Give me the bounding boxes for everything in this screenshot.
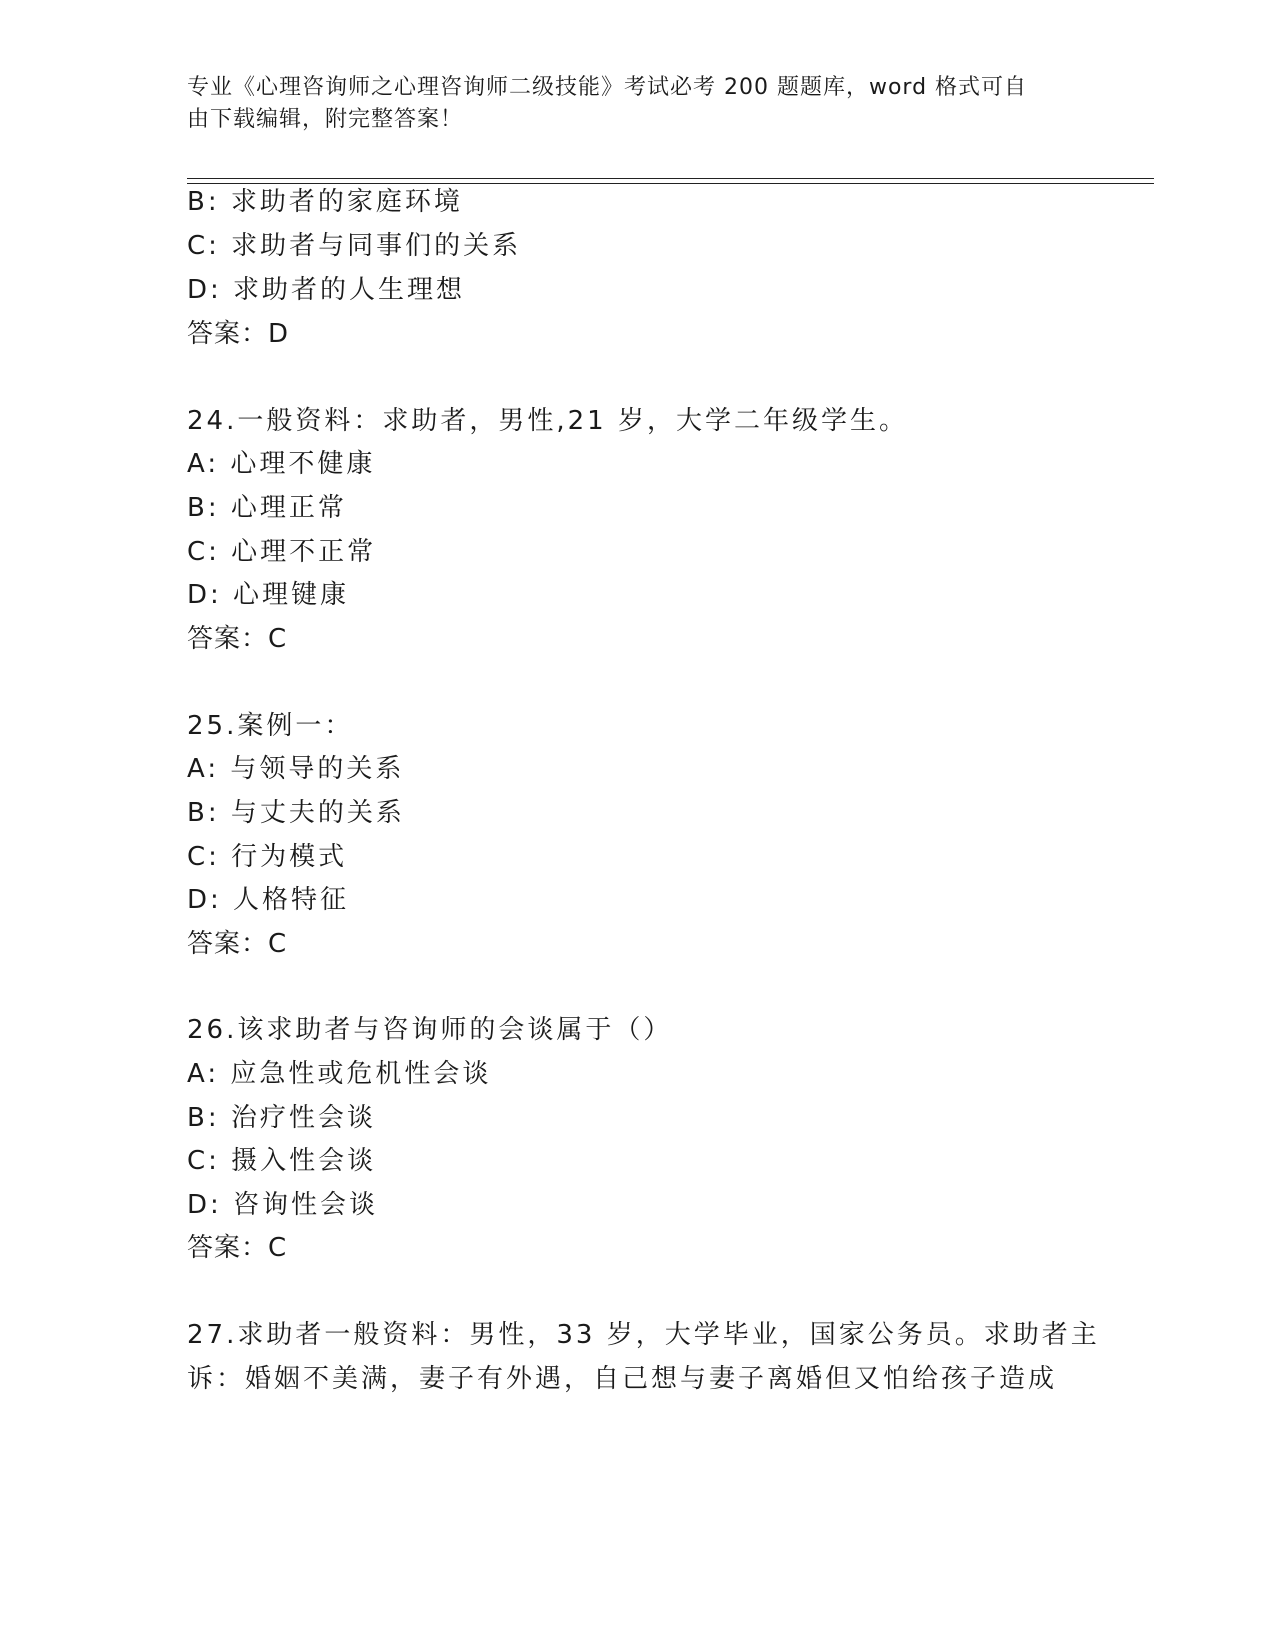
q26-answer: 答案：C: [187, 1233, 288, 1263]
q27-stem-line-2: 诉：婚姻不美满，妻子有外遇，自己想与妻子离婚但又怕给孩子造成: [187, 1364, 1058, 1394]
prev-answer: 答案：D: [187, 319, 290, 349]
prev-option-b: B: 求助者的家庭环境: [187, 187, 463, 217]
q24-answer: 答案：C: [187, 624, 288, 654]
q24-option-a: A: 心理不健康: [187, 449, 376, 479]
q27-stem-line-1: 27.求助者一般资料：男性，33 岁，大学毕业，国家公务员。求助者主: [187, 1320, 1100, 1350]
prev-option-d: D: 求助者的人生理想: [187, 275, 466, 305]
q24-stem: 24.一般资料：求助者，男性,21 岁，大学二年级学生。: [187, 406, 908, 436]
header-line-1: 专业《心理咨询师之心理咨询师二级技能》考试必考 200 题题库，word 格式可自: [187, 75, 1028, 100]
q25-option-c: C: 行为模式: [187, 842, 348, 872]
header-line-2: 由下载编辑，附完整答案！: [187, 107, 464, 132]
q26-option-b: B: 治疗性会谈: [187, 1103, 376, 1133]
q24-option-c: C: 心理不正常: [187, 537, 377, 567]
header-divider-top: [187, 178, 1154, 179]
prev-option-c: C: 求助者与同事们的关系: [187, 231, 522, 261]
q25-option-a: A: 与领导的关系: [187, 754, 405, 784]
q25-answer: 答案：C: [187, 929, 288, 959]
q26-option-a: A: 应急性或危机性会谈: [187, 1059, 492, 1089]
q25-option-d: D: 人格特征: [187, 885, 350, 915]
document-header: [187, 72, 1067, 136]
header-divider-bottom: [187, 183, 1154, 184]
q26-option-d: D: 咨询性会谈: [187, 1190, 379, 1220]
q24-option-d: D: 心理键康: [187, 580, 350, 610]
q26-option-c: C: 摄入性会谈: [187, 1146, 377, 1176]
q25-stem: 25.案例一：: [187, 711, 354, 741]
q25-option-b: B: 与丈夫的关系: [187, 798, 405, 828]
q26-stem: 26.该求助者与咨询师的会谈属于（）: [187, 1015, 673, 1045]
q24-option-b: B: 心理正常: [187, 493, 347, 523]
